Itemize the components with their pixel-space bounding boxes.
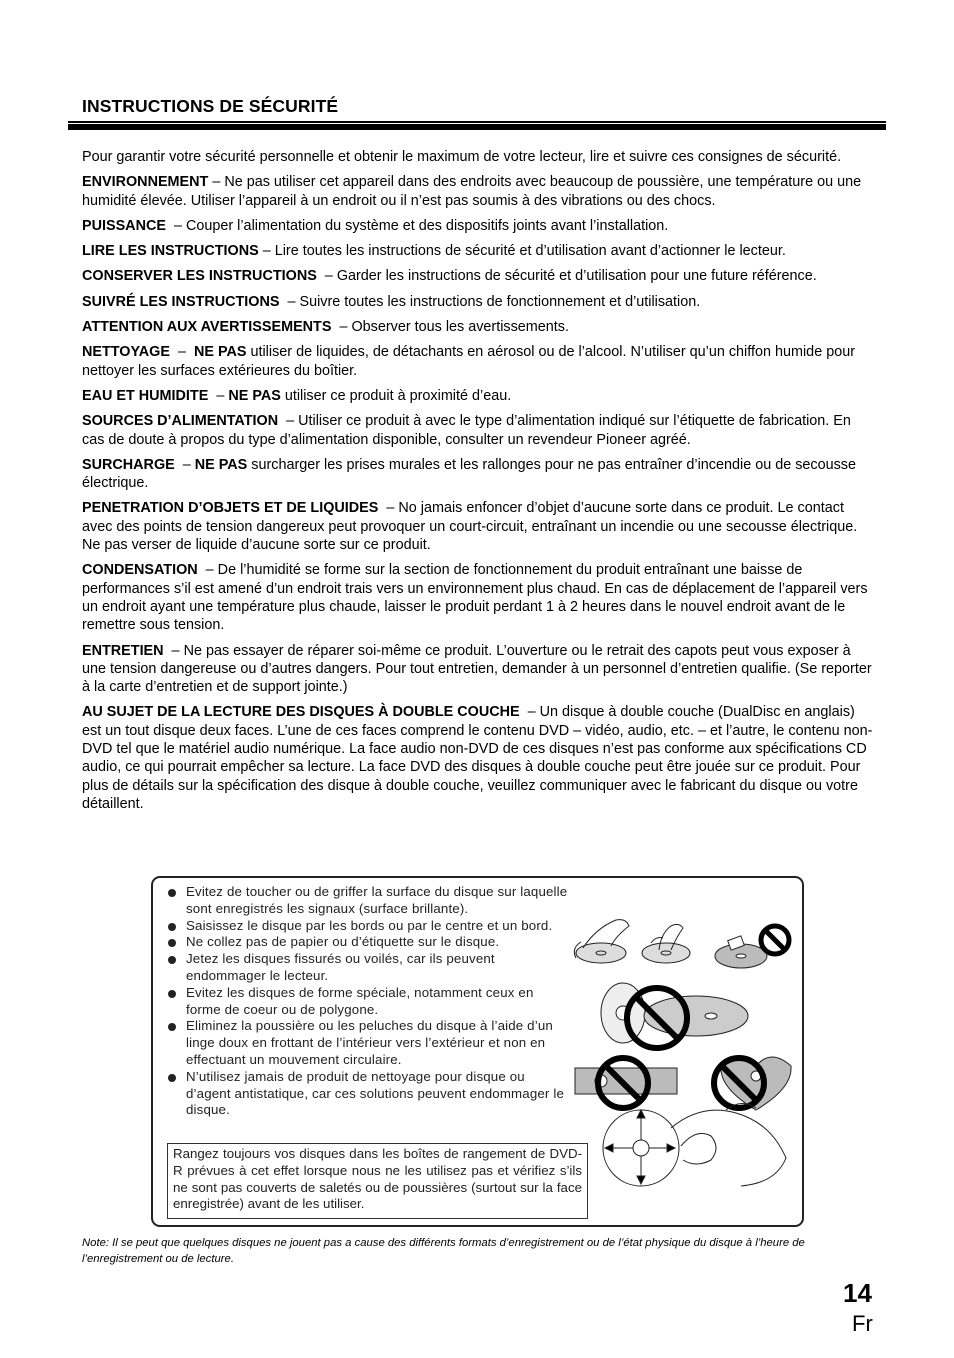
warped-disc-icon	[601, 983, 748, 1048]
disc-care-item: Evitez les disques de forme spéciale, notamment ceux en forme de coeur ou de polygone.	[167, 985, 569, 1019]
section-separator: –	[258, 243, 275, 260]
section-separator: –	[519, 704, 540, 721]
disc-care-item: N’utilisez jamais de produit de nettoyage pour disque ou d’agent antistatique, car ces solutions peuvent endommager le disque.	[167, 1069, 569, 1119]
safety-section	[82, 412, 877, 449]
disc-care-item: Evitez de toucher ou de griffer la surface du disque sur laquelle sont enregistrés les signaux (surface brillante).	[167, 884, 569, 918]
section-separator: –	[316, 268, 337, 285]
safety-content	[82, 148, 877, 820]
safety-section	[82, 703, 877, 813]
section-term: ENVIRONNEMENT	[82, 174, 209, 191]
section-separator: –	[197, 562, 218, 579]
intro-paragraph: Pour garantir votre sécurité personnelle et obtenir le maximum de votre lecteur, lire et suivre ces consignes de sécurité.	[82, 149, 842, 165]
storage-note: Rangez toujours vos disques dans les boîtes de rangement de DVD-R prévues à cet effet lorsque nous ne les utilisez pas et vérifiez s’ils ne sont pas couverts de saletés ou de poussières (surtout sur la face enregistrée) avant de les utiliser.	[167, 1143, 588, 1219]
section-emphasis: NE PAS	[228, 387, 281, 404]
section-separator: –	[208, 387, 229, 404]
section-term: NETTOYAGE	[82, 344, 170, 361]
section-text: No jamais enfoncer d’objet d’aucune sorte dans ce produit. Le contact avec des points de tension dangereux peut provoquer un court-circuit, entraînant un incendie ou une secousse électrique. Ne pas verser de liquide d’aucune sorte sur ce produit.	[82, 500, 858, 554]
section-separator: –	[174, 456, 195, 473]
section-text: De l’humidité se forme sur la section de fonctionnement du produit entraînant une baisse de performances s’il est amené d’un endroit trais vers un environnement plus chaud. En cas de déplacement de l’appareil vers un endroit ayant une température plus chaude, laisser le produit perdant 1 à 2 heures dans le nouvel endroit avant de le remettre sous tension.	[82, 562, 868, 634]
disc-care-item: Ne collez pas de papier ou d’étiquette sur le disque.	[167, 934, 569, 951]
safety-section	[82, 173, 877, 210]
safety-section	[82, 267, 877, 285]
section-term: SOURCES D’ALIMENTATION	[82, 413, 279, 430]
section-term: AU SUJET DE LA LECTURE DES DISQUES À DOUBLE COUCHE	[82, 704, 520, 721]
section-text: utiliser ce produit à proximité d’eau.	[280, 387, 512, 404]
section-text: Utiliser ce produit à avec le type d’alimentation indiqué sur l’étiquette de fabrication. En cas de doute à propos du type d’alimentation disponible, consulter un revendeur Pioneer agréé.	[82, 413, 851, 448]
disc-care-list	[167, 884, 569, 1119]
section-term: SURCHARGE	[82, 456, 175, 473]
section-text: Un disque à double couche (DualDisc en anglais) est un tout disque deux faces. L’une de ces faces comprend le contenu DVD – vidéo, audio, etc. – et l’autre, le contenu non-DVD tel que le matériel audio numérique. La face audio non-DVD de ces disques n’est pas conforme aux spécifications CD audio, ce qui pourrait empêcher sa lecture. La face DVD des disques à double couche peut être jouée sur ce produit. Pour plus de détails sur la spécification des disque à double couche, veuillez communiquer avec le fabricant du disque ou votre détaillent.	[82, 704, 873, 812]
section-term: EAU ET HUMIDITE	[82, 387, 209, 404]
safety-sections	[82, 173, 877, 813]
disc-cleaning-icon	[603, 1103, 786, 1186]
safety-section	[82, 561, 877, 634]
section-separator: –	[163, 642, 184, 659]
section-emphasis: NE PAS	[193, 344, 247, 361]
section-emphasis: NE PAS	[194, 456, 248, 473]
disc-hold-center-icon	[642, 924, 690, 963]
safety-section	[82, 456, 877, 493]
safety-section	[82, 343, 877, 380]
section-text: Ne pas essayer de réparer soi-même ce produit. L’ouverture ou le retrait des capots peut vous exposer à une tension dangereuse ou d’autres dangers. Pour tout entretien, demander à un personnel d’entretien qualifie. (Se reporter à la carte d’entretien et de support jointe.)	[82, 642, 872, 696]
safety-section	[82, 293, 877, 311]
disc-hold-edge-icon	[574, 920, 629, 963]
section-text: Couper l’alimentation du système et des dispositifs joints avant l’installation.	[185, 217, 669, 234]
safety-section	[82, 318, 877, 336]
safety-section	[82, 242, 877, 260]
section-separator: –	[331, 319, 352, 336]
section-text: Suivre toutes les instructions de fonctionnement et d’utilisation.	[299, 293, 701, 310]
page-title: INSTRUCTIONS DE SÉCURITÉ	[82, 96, 339, 116]
safety-section	[82, 217, 877, 235]
disc-handling-illustration	[571, 898, 801, 1188]
section-separator: –	[169, 344, 194, 361]
safety-section	[82, 387, 877, 405]
section-term: SUIVRÉ LES INSTRUCTIONS	[82, 293, 280, 310]
section-term: PUISSANCE	[82, 217, 166, 234]
section-separator: –	[208, 174, 225, 191]
disc-care-item: Jetez les disques fissurés ou voilés, car ils peuvent endommager le lecteur.	[167, 951, 569, 985]
disc-care-item: Saisissez le disque par les bords ou par le centre et un bord.	[167, 918, 569, 935]
section-term: ENTRETIEN	[82, 642, 164, 659]
section-text: Ne pas utiliser cet appareil dans des endroits avec beaucoup de poussière, une température ou une humidité élevée. Utiliser l’appareil à un endroit ou il n’est pas soumis à des vibrations ou des chocs.	[82, 174, 862, 209]
header-rule-thick	[68, 124, 886, 130]
safety-section	[82, 642, 877, 697]
section-separator: –	[378, 500, 399, 517]
page-number: 14	[843, 1278, 872, 1308]
section-term: ATTENTION AUX AVERTISSEMENTS	[82, 319, 332, 336]
disc-label-sticker-icon	[715, 926, 789, 968]
disc-care-box	[151, 876, 804, 1227]
heart-disc-icon	[714, 1057, 791, 1110]
section-separator: –	[278, 413, 299, 430]
section-text: Lire toutes les instructions de sécurité et d’utilisation avant d’actionner le lecteur.	[274, 243, 786, 260]
section-term: LIRE LES INSTRUCTIONS	[82, 243, 259, 260]
section-separator: –	[165, 217, 186, 234]
section-text: surcharger les prises murales et les rallonges pour ne pas entraîner d’incendie ou de secousse électrique.	[82, 456, 857, 492]
section-text: utiliser de liquides, de détachants en aérosol ou de l’alcool. N’utiliser qu’un chiffon humide pour nettoyer les surfaces extérieures du boîtier.	[82, 344, 855, 379]
section-text: Garder les instructions de sécurité et d’utilisation pour une future référence.	[336, 268, 817, 285]
footnote: Note: Il se peut que quelques disques ne jouent pas a cause des différents formats d’enregistrement ou de l’état physique du disque à l’heure de l’enregistrement ou de lecture.	[82, 1237, 805, 1265]
section-text: Observer tous les avertissements.	[351, 319, 569, 336]
safety-section	[82, 499, 877, 554]
disc-care-item: Eliminez la poussière ou les peluches du disque à l’aide d’un linge doux en frottant de l’intérieur vers l’extérieur et non en effectuant un mouvement circulaire.	[167, 1018, 569, 1068]
section-term: CONSERVER LES INSTRUCTIONS	[82, 268, 317, 285]
header-rule-thin	[68, 121, 886, 123]
polygon-disc-icon	[575, 1058, 677, 1108]
section-term: CONDENSATION	[82, 562, 198, 579]
section-separator: –	[279, 293, 300, 310]
section-term: PENETRATION D’OBJETS ET DE LIQUIDES	[82, 500, 379, 517]
page-language: Fr	[852, 1311, 873, 1336]
